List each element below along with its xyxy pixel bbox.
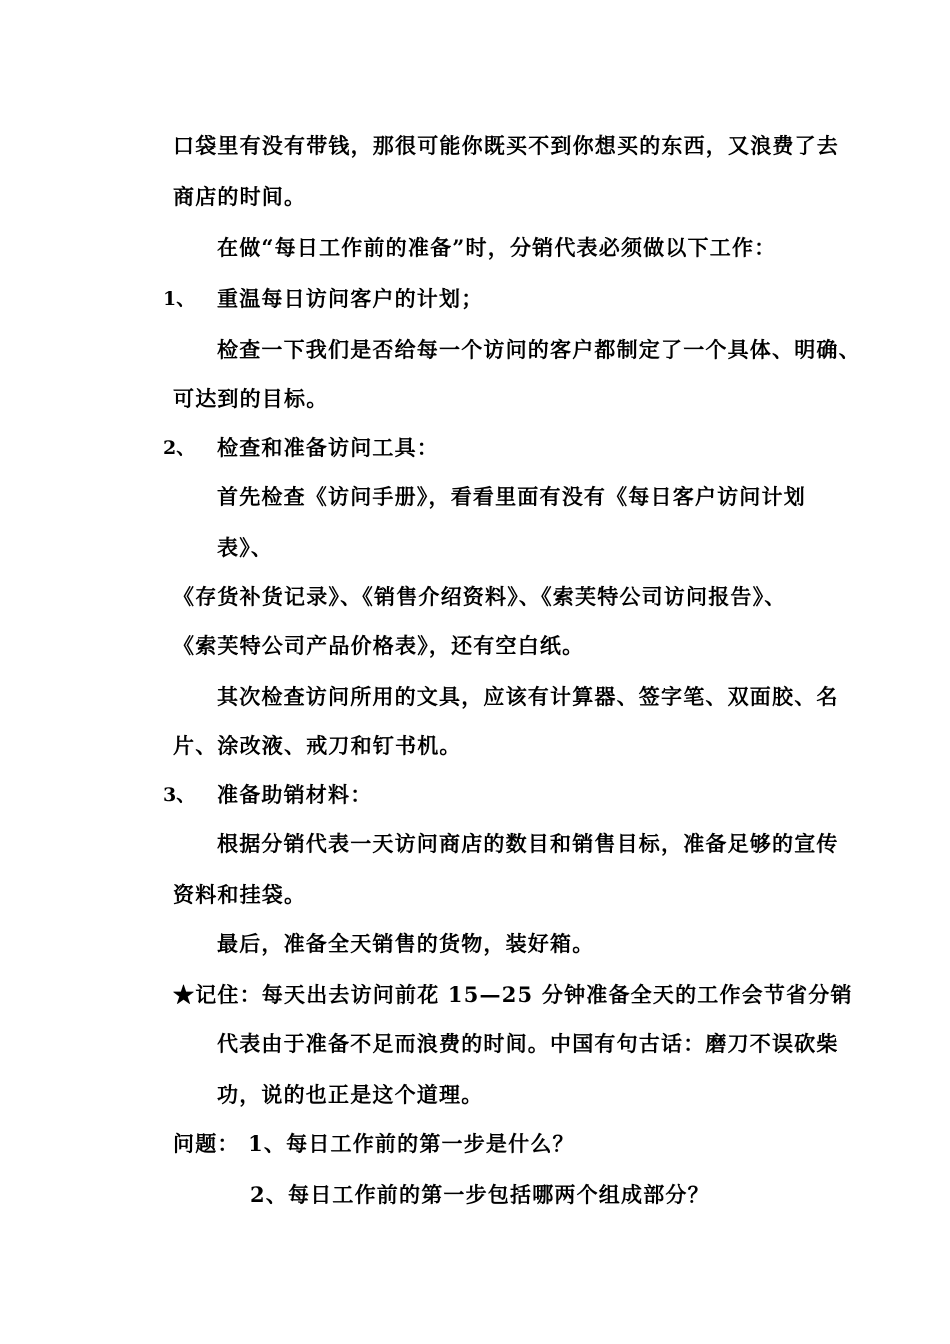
note-line: ★记住：每天出去访问前花 15—25 分钟准备全天的工作会节省分销 [173, 982, 853, 1007]
list-number: 2、 [163, 437, 196, 459]
paragraph-line: 《存货补货记录》、《销售介绍资料》、《索芙特公司访问报告》、 [173, 584, 787, 609]
paragraph-line: 可达到的目标。 [173, 386, 329, 411]
list-item-title: 重温每日访问客户的计划； [217, 286, 484, 311]
question-line: 2、每日工作前的第一步包括哪两个组成部分？ [250, 1182, 710, 1207]
paragraph-line: 检查一下我们是否给每一个访问的客户都制定了一个具体、明确、 [217, 337, 861, 362]
list-number: 1、 [163, 288, 196, 310]
paragraph-line: 商店的时间。 [173, 184, 307, 209]
paragraph-line: 其次检查访问所用的文具，应该有计算器、签字笔、双面胶、名 [217, 684, 839, 709]
paragraph-line: 根据分销代表一天访问商店的数目和销售目标，准备足够的宣传 [217, 831, 839, 856]
paragraph-line: 首先检查《访问手册》，看看里面有没有《每日客户访问计划 [217, 484, 806, 509]
list-item-title: 检查和准备访问工具： [217, 435, 439, 460]
question-line: 问题： 1、每日工作前的第一步是什么？ [173, 1131, 575, 1156]
note-line: 代表由于准备不足而浪费的时间。中国有句古话：磨刀不误砍柴 [217, 1031, 839, 1056]
paragraph-line: 《索芙特公司产品价格表》，还有空白纸。 [173, 633, 585, 658]
paragraph-line: 最后，准备全天销售的货物，装好箱。 [217, 931, 595, 956]
paragraph-line: 片、涂改液、戒刀和钉书机。 [173, 733, 462, 758]
note-line: 功，说的也正是这个道理。 [217, 1082, 484, 1107]
paragraph-line: 在做“每日工作前的准备”时，分销代表必须做以下工作： [217, 235, 777, 260]
paragraph-line: 表》、 [217, 535, 274, 560]
paragraph-line: 资料和挂袋。 [173, 882, 307, 907]
list-number: 3、 [163, 784, 196, 806]
paragraph-line: 口袋里有没有带钱，那很可能你既买不到你想买的东西，又浪费了去 [173, 133, 839, 158]
list-item-title: 准备助销材料： [217, 782, 373, 807]
